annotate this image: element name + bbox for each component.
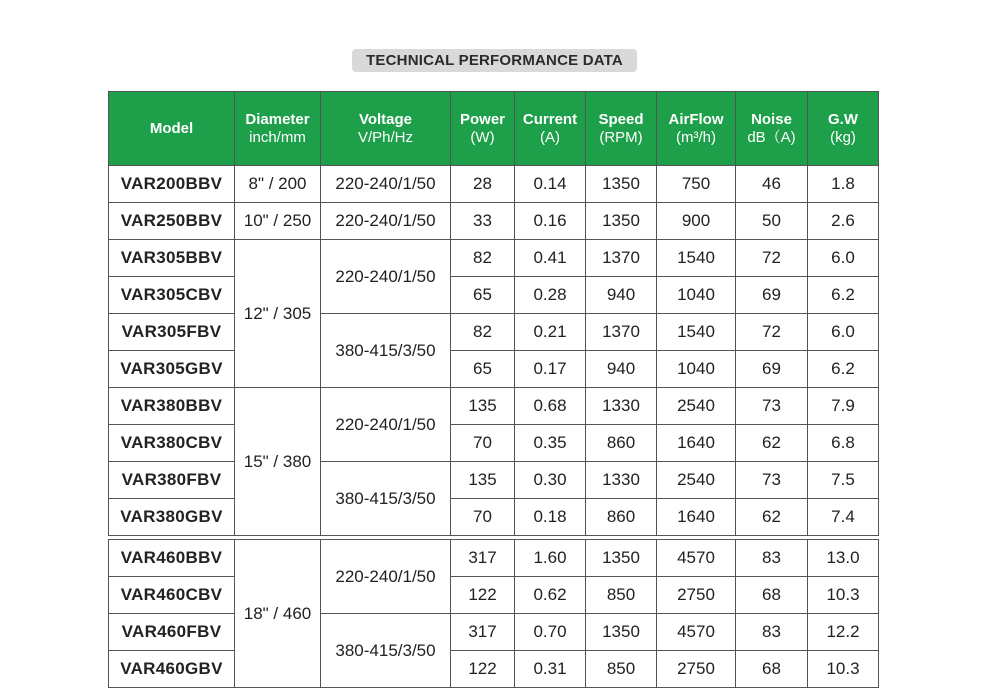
header-diameter: Diameter inch/mm: [235, 92, 321, 166]
airflow-cell: 2750: [657, 651, 736, 688]
power-cell: 82: [451, 240, 515, 277]
voltage-cell: 220-240/1/50: [321, 203, 451, 240]
airflow-cell: 4570: [657, 540, 736, 577]
table-row: [109, 388, 879, 425]
airflow-cell: 750: [657, 166, 736, 203]
speed-cell: 1350: [586, 166, 657, 203]
table-row: [109, 203, 879, 240]
current-cell: 0.21: [515, 314, 586, 351]
power-cell: 33: [451, 203, 515, 240]
gw-cell: 7.4: [808, 499, 879, 536]
speed-cell: 940: [586, 277, 657, 314]
voltage-cell: 380-415/3/50: [321, 462, 451, 536]
model-cell: VAR380GBV: [109, 499, 235, 536]
gw-cell: 10.3: [808, 577, 879, 614]
noise-cell: 73: [736, 388, 808, 425]
table-row: [109, 314, 879, 351]
table-group-200-305: [108, 165, 879, 388]
speed-cell: 860: [586, 425, 657, 462]
table-group-380: [108, 387, 879, 536]
noise-cell: 73: [736, 462, 808, 499]
current-cell: 0.28: [515, 277, 586, 314]
diameter-cell: 10" / 250: [235, 203, 321, 240]
noise-cell: 69: [736, 277, 808, 314]
current-cell: 1.60: [515, 540, 586, 577]
power-cell: 28: [451, 166, 515, 203]
current-cell: 0.17: [515, 351, 586, 388]
speed-cell: 1370: [586, 240, 657, 277]
model-cell: VAR200BBV: [109, 166, 235, 203]
table-row: [109, 651, 879, 688]
power-cell: 65: [451, 351, 515, 388]
gw-cell: 6.8: [808, 425, 879, 462]
diameter-cell: 18" / 460: [235, 540, 321, 688]
current-cell: 0.68: [515, 388, 586, 425]
current-cell: 0.16: [515, 203, 586, 240]
table-row: [109, 425, 879, 462]
table-row: [109, 240, 879, 277]
diameter-cell: 15" / 380: [235, 388, 321, 536]
airflow-cell: 2750: [657, 577, 736, 614]
gw-cell: 2.6: [808, 203, 879, 240]
voltage-cell: 220-240/1/50: [321, 166, 451, 203]
header-airflow: AirFlow (m³/h): [657, 92, 736, 166]
header-power: Power (W): [451, 92, 515, 166]
noise-cell: 62: [736, 425, 808, 462]
model-cell: VAR460FBV: [109, 614, 235, 651]
diameter-cell: 8" / 200: [235, 166, 321, 203]
current-cell: 0.31: [515, 651, 586, 688]
speed-cell: 1330: [586, 462, 657, 499]
table-row: [109, 499, 879, 536]
header-model: Model: [109, 92, 235, 166]
current-cell: 0.41: [515, 240, 586, 277]
speed-cell: 1350: [586, 614, 657, 651]
power-cell: 135: [451, 462, 515, 499]
model-cell: VAR460GBV: [109, 651, 235, 688]
voltage-cell: 220-240/1/50: [321, 388, 451, 462]
header-speed: Speed (RPM): [586, 92, 657, 166]
power-cell: 135: [451, 388, 515, 425]
airflow-cell: 1040: [657, 351, 736, 388]
model-cell: VAR305FBV: [109, 314, 235, 351]
current-cell: 0.62: [515, 577, 586, 614]
voltage-cell: 380-415/3/50: [321, 314, 451, 388]
table-row: [109, 540, 879, 577]
speed-cell: 940: [586, 351, 657, 388]
table-row: [109, 277, 879, 314]
table-row: [109, 166, 879, 203]
table-row: [109, 462, 879, 499]
header-gw: G.W (kg): [808, 92, 879, 166]
gw-cell: 7.5: [808, 462, 879, 499]
current-cell: 0.70: [515, 614, 586, 651]
header-voltage: Voltage V/Ph/Hz: [321, 92, 451, 166]
noise-cell: 72: [736, 314, 808, 351]
noise-cell: 83: [736, 614, 808, 651]
speed-cell: 1330: [586, 388, 657, 425]
gw-cell: 6.2: [808, 277, 879, 314]
model-cell: VAR380CBV: [109, 425, 235, 462]
gw-cell: 6.0: [808, 314, 879, 351]
model-cell: VAR460CBV: [109, 577, 235, 614]
speed-cell: 860: [586, 499, 657, 536]
noise-cell: 69: [736, 351, 808, 388]
current-cell: 0.30: [515, 462, 586, 499]
voltage-cell: 220-240/1/50: [321, 240, 451, 314]
page-title: TECHNICAL PERFORMANCE DATA: [352, 49, 637, 72]
model-cell: VAR380BBV: [109, 388, 235, 425]
airflow-cell: 1040: [657, 277, 736, 314]
gw-cell: 10.3: [808, 651, 879, 688]
noise-cell: 83: [736, 540, 808, 577]
current-cell: 0.35: [515, 425, 586, 462]
power-cell: 122: [451, 651, 515, 688]
airflow-cell: 1540: [657, 314, 736, 351]
gw-cell: 6.0: [808, 240, 879, 277]
diameter-cell: 12" / 305: [235, 240, 321, 388]
airflow-cell: 1640: [657, 425, 736, 462]
power-cell: 70: [451, 425, 515, 462]
gw-cell: 7.9: [808, 388, 879, 425]
model-cell: VAR380FBV: [109, 462, 235, 499]
speed-cell: 850: [586, 651, 657, 688]
airflow-cell: 900: [657, 203, 736, 240]
header-noise: Noise dB（A): [736, 92, 808, 166]
airflow-cell: 1540: [657, 240, 736, 277]
noise-cell: 50: [736, 203, 808, 240]
header-current: Current (A): [515, 92, 586, 166]
speed-cell: 850: [586, 577, 657, 614]
model-cell: VAR305GBV: [109, 351, 235, 388]
gw-cell: 12.2: [808, 614, 879, 651]
current-cell: 0.14: [515, 166, 586, 203]
speed-cell: 1350: [586, 203, 657, 240]
current-cell: 0.18: [515, 499, 586, 536]
gw-cell: 1.8: [808, 166, 879, 203]
power-cell: 82: [451, 314, 515, 351]
power-cell: 122: [451, 577, 515, 614]
table-group-460: [108, 539, 879, 688]
airflow-cell: 1640: [657, 499, 736, 536]
table-header: [108, 91, 879, 166]
table-row: [109, 351, 879, 388]
noise-cell: 72: [736, 240, 808, 277]
noise-cell: 68: [736, 651, 808, 688]
speed-cell: 1370: [586, 314, 657, 351]
noise-cell: 46: [736, 166, 808, 203]
noise-cell: 68: [736, 577, 808, 614]
model-cell: VAR250BBV: [109, 203, 235, 240]
model-cell: VAR460BBV: [109, 540, 235, 577]
voltage-cell: 380-415/3/50: [321, 614, 451, 688]
power-cell: 317: [451, 540, 515, 577]
airflow-cell: 2540: [657, 388, 736, 425]
table-row: [109, 614, 879, 651]
model-cell: VAR305BBV: [109, 240, 235, 277]
speed-cell: 1350: [586, 540, 657, 577]
power-cell: 70: [451, 499, 515, 536]
power-cell: 317: [451, 614, 515, 651]
power-cell: 65: [451, 277, 515, 314]
voltage-cell: 220-240/1/50: [321, 540, 451, 614]
gw-cell: 6.2: [808, 351, 879, 388]
model-cell: VAR305CBV: [109, 277, 235, 314]
noise-cell: 62: [736, 499, 808, 536]
airflow-cell: 2540: [657, 462, 736, 499]
gw-cell: 13.0: [808, 540, 879, 577]
table-row: [109, 577, 879, 614]
airflow-cell: 4570: [657, 614, 736, 651]
